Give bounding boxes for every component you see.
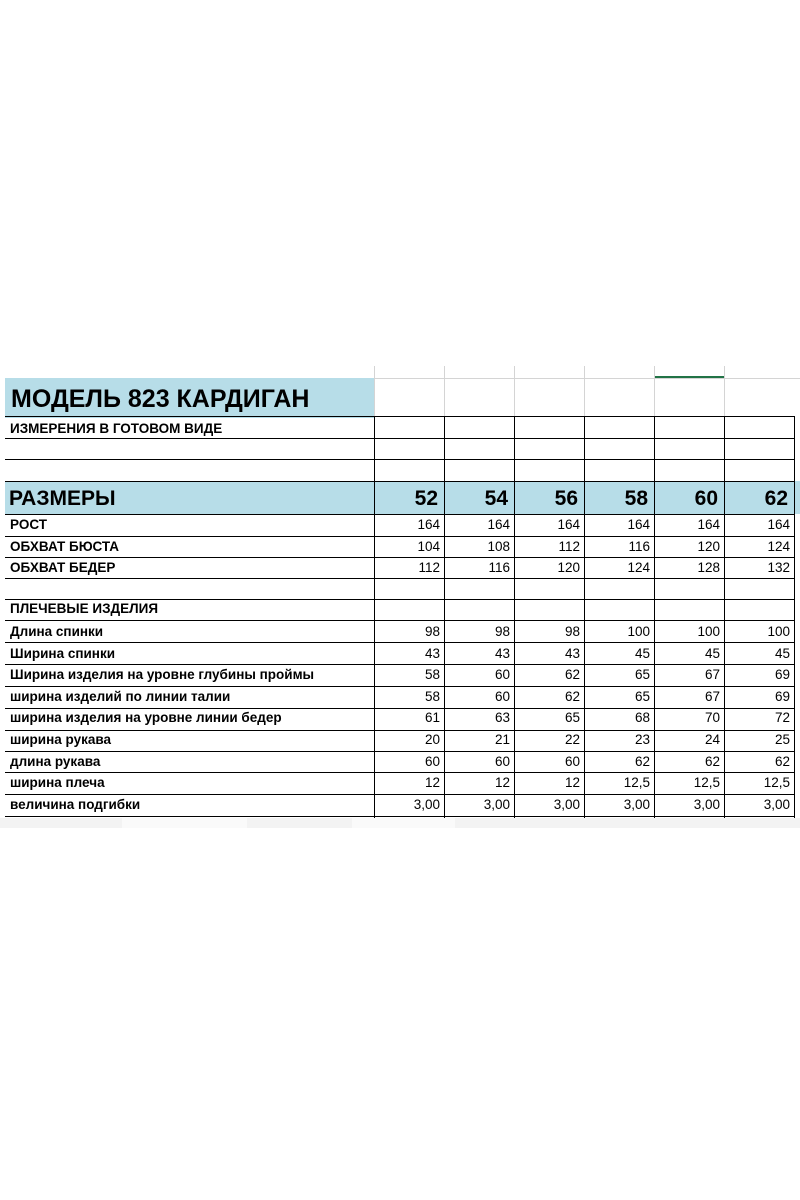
garment-row-value: 98: [424, 624, 440, 639]
garment-row-value: 62: [634, 753, 650, 769]
body-row-value: 164: [487, 517, 510, 532]
garment-row-value: 100: [767, 624, 790, 639]
garment-row-value: 60: [494, 688, 510, 704]
body-row-value: 164: [557, 517, 580, 532]
garment-row-value: 58: [424, 688, 440, 704]
garment-row-value: 65: [634, 688, 650, 704]
garment-row-label: ширина изделия на уровне линии бедер: [10, 710, 282, 726]
garment-row-value: 60: [494, 753, 510, 769]
body-row-value: 164: [417, 517, 440, 532]
sheet-bottom-strip: [0, 818, 800, 828]
grid-line: [5, 816, 795, 817]
garment-row-value: 100: [697, 624, 720, 639]
garment-row-label: ширина изделий по линии талии: [10, 688, 231, 704]
grid-line: [5, 416, 795, 417]
garment-row-value: 63: [494, 710, 510, 726]
grid-line: [444, 366, 445, 418]
body-row-value: 112: [558, 538, 580, 554]
garment-row-value: 12,5: [763, 775, 790, 791]
garment-row-value: 20: [424, 732, 440, 747]
body-row-label: ОБХВАТ БЕДЕР: [10, 560, 116, 575]
garment-row-value: 3,00: [553, 796, 580, 812]
garment-row-value: 69: [774, 688, 790, 704]
garment-row-value: 12: [494, 775, 510, 791]
garment-row-value: 67: [704, 667, 720, 683]
garment-row-value: 23: [634, 732, 650, 747]
grid-line: [374, 366, 375, 418]
garment-row-value: 22: [564, 732, 580, 747]
body-row-value: 116: [628, 538, 650, 554]
model-title: МОДЕЛЬ 823 КАРДИГАН: [5, 378, 374, 418]
garment-row-value: 60: [424, 753, 440, 769]
grid-line: [724, 366, 725, 418]
grid-line: [794, 416, 795, 818]
grid-line: [654, 366, 655, 418]
grid-line: [374, 378, 800, 379]
garment-row-value: 12,5: [623, 775, 650, 791]
garment-row-value: 43: [564, 645, 580, 661]
garment-row-value: 68: [634, 710, 650, 726]
garment-row-value: 70: [704, 710, 720, 726]
garment-row-value: 69: [774, 667, 790, 683]
garment-row-value: 3,00: [763, 796, 790, 812]
garment-row-value: 98: [494, 624, 510, 639]
body-row-value: 108: [487, 538, 510, 554]
garment-row-value: 3,00: [483, 796, 510, 812]
garment-row-label: Длина спинки: [10, 624, 104, 639]
garment-row-value: 3,00: [693, 796, 720, 812]
garment-row-value: 62: [774, 753, 790, 769]
body-row-value: 104: [417, 538, 440, 554]
body-row-label: ОБХВАТ БЮСТА: [10, 538, 120, 554]
section-label: ПЛЕЧЕВЫЕ ИЗДЕЛИЯ: [10, 601, 159, 616]
garment-row-value: 100: [627, 624, 650, 639]
garment-row-value: 72: [774, 710, 790, 726]
garment-row-label: ширина плеча: [10, 775, 105, 791]
body-row-value: 124: [767, 538, 790, 554]
garment-row-value: 3,00: [623, 796, 650, 812]
garment-row-value: 62: [704, 753, 720, 769]
garment-row-value: 12: [424, 775, 440, 791]
garment-row-label: длина рукава: [10, 753, 101, 769]
garment-row-value: 58: [424, 667, 440, 683]
garment-row-value: 60: [564, 753, 580, 769]
garment-row-label: ширина рукава: [10, 732, 111, 747]
size-54: 54: [484, 487, 508, 510]
garment-row-value: 45: [634, 645, 650, 661]
body-row-value: 112: [418, 560, 440, 575]
body-row-value: 120: [697, 538, 720, 554]
garment-row-value: 43: [424, 645, 440, 661]
size-58: 58: [624, 487, 648, 510]
size-52: 52: [414, 487, 438, 510]
grid-line: [514, 366, 515, 418]
garment-row-value: 12: [564, 775, 580, 791]
body-row-value: 132: [767, 560, 790, 575]
garment-row-label: Ширина спинки: [10, 645, 115, 661]
body-row-value: 164: [697, 517, 720, 532]
body-row-value: 124: [627, 560, 650, 575]
sizes-label: РАЗМЕРЫ: [9, 487, 116, 510]
garment-row-value: 62: [564, 688, 580, 704]
garment-row-value: 43: [494, 645, 510, 661]
body-row-value: 128: [697, 560, 720, 575]
size-62: 62: [764, 487, 788, 510]
garment-row-value: 25: [774, 732, 790, 747]
garment-row-value: 45: [774, 645, 790, 661]
grid-line: [584, 366, 585, 418]
body-row-label: РОСТ: [10, 517, 47, 532]
garment-row-value: 60: [494, 667, 510, 683]
garment-row-label: Ширина изделия на уровне глубины проймы: [10, 667, 315, 683]
garment-row-value: 98: [564, 624, 580, 639]
body-row-value: 120: [557, 560, 580, 575]
body-row-value: 164: [767, 517, 790, 532]
body-row-value: 116: [488, 560, 510, 575]
measurements-caption: ИЗМЕРЕНИЯ В ГОТОВОМ ВИДЕ: [10, 421, 223, 436]
garment-row-value: 3,00: [413, 796, 440, 812]
grid-line: [5, 459, 795, 460]
garment-row-value: 61: [424, 710, 440, 726]
garment-row-value: 67: [704, 688, 720, 704]
grid-line: [5, 481, 795, 482]
garment-row-value: 65: [634, 667, 650, 683]
garment-row-value: 65: [564, 710, 580, 726]
garment-row-value: 24: [704, 732, 720, 747]
grid-line: [5, 438, 795, 439]
garment-row-value: 45: [704, 645, 720, 661]
garment-row-value: 12,5: [693, 775, 720, 791]
size-60: 60: [694, 487, 718, 510]
size-56: 56: [554, 487, 578, 510]
garment-row-value: 62: [564, 667, 580, 683]
body-row-value: 164: [627, 517, 650, 532]
garment-row-label: величина подгибки: [10, 796, 141, 812]
garment-row-value: 21: [494, 732, 510, 747]
